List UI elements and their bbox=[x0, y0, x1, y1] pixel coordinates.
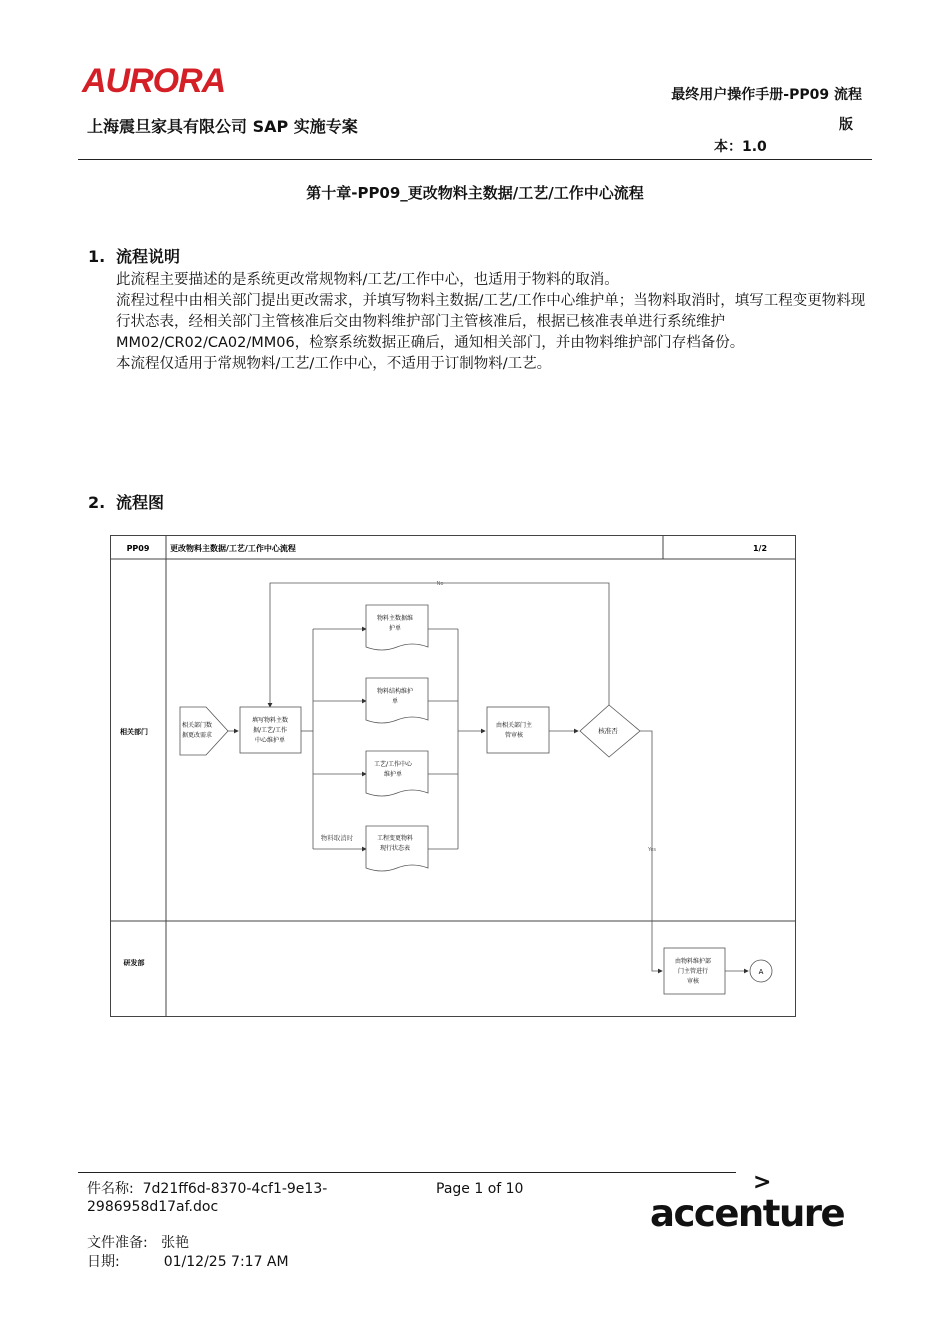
flowchart-code: PP09 bbox=[126, 544, 150, 553]
doc1-text: 物料主数据维 bbox=[376, 615, 414, 622]
label-yes: Yes bbox=[647, 847, 657, 853]
review1-text: 由相关部门主 bbox=[495, 722, 533, 729]
filename-line1: 7d21ff6d-8370-4cf1-9e13- bbox=[142, 1181, 328, 1197]
review2-text: 由物料维护部 bbox=[674, 958, 712, 965]
decision-text: 核准否 bbox=[598, 727, 618, 735]
paragraph: 此流程主要描述的是系统更改常规物料/工艺/工作中心，也适用于物料的取消。 bbox=[116, 272, 619, 288]
label-no: No bbox=[436, 581, 444, 587]
chapter-title: 第十章-PP09_更改物料主数据/工艺/工作中心流程 bbox=[306, 184, 644, 202]
doc3-text: 维护单 bbox=[383, 771, 403, 778]
footer-divider bbox=[78, 1172, 736, 1173]
footer-date bbox=[87, 1253, 289, 1271]
fill-form-text: 填写物料主数 bbox=[251, 717, 289, 724]
lane-label-related-dept: 相关部门 bbox=[120, 728, 148, 736]
review2-text: 审核 bbox=[686, 978, 700, 985]
header-divider bbox=[78, 159, 872, 160]
review-related-manager bbox=[487, 707, 549, 753]
section-2-number: 2. bbox=[88, 493, 106, 512]
fill-form-text: 据/工艺/工作 bbox=[252, 727, 288, 734]
doc2-text: 物料结构维护 bbox=[376, 688, 414, 695]
doc3-text: 工艺/工作中心 bbox=[373, 761, 413, 768]
manual-title: 最终用户操作手册-PP09 流程 bbox=[671, 87, 862, 103]
footer-filename bbox=[87, 1180, 327, 1216]
section-1-title: 流程说明 bbox=[116, 247, 181, 266]
start-text: 据更改需求 bbox=[182, 732, 213, 739]
flowchart-frame bbox=[111, 536, 796, 1017]
doc4-text: 工程变更物料 bbox=[376, 835, 414, 842]
flowchart-title: 更改物料主数据/工艺/工作中心流程 bbox=[170, 544, 296, 553]
label-material-cancel: 物料取消时 bbox=[320, 834, 354, 842]
version-word: 版 bbox=[839, 117, 853, 133]
flowchart-page: 1/2 bbox=[752, 544, 768, 553]
section-2-title: 流程图 bbox=[116, 493, 165, 512]
paragraph: 本流程仅适用于常规物料/工艺/工作中心，不适用于订制物料/工艺。 bbox=[116, 356, 552, 372]
filename-label: 件名称: bbox=[87, 1181, 134, 1197]
aurora-logo: AURORA bbox=[82, 62, 226, 100]
section-1-number: 1. bbox=[88, 247, 106, 266]
footer-page-number: Page 1 of 10 bbox=[436, 1181, 524, 1197]
arrow-no-loop bbox=[270, 583, 609, 707]
start-shape bbox=[180, 707, 228, 755]
doc4-text: 现行状态表 bbox=[379, 845, 411, 852]
paragraph: 流程过程中由相关部门提出更改需求，并填写物料主数据/工艺/工作中心维护单；当物料取消时，填写工程变更物料现行状态表，经相关部门主管核准后交由物料维护部门主管核准后，根据已核准表单进行系统维护MM02/CR02/CA02/MM06，检察系统数据正确后，通知相关部门，并由物料维护部门存档备份。 bbox=[116, 293, 866, 351]
filename-line2: 2986958d17af.doc bbox=[87, 1199, 219, 1215]
accenture-logo-mark: > bbox=[753, 1170, 772, 1195]
connector-a-text: A bbox=[758, 968, 764, 976]
section-1-body bbox=[116, 270, 876, 375]
doc2-text: 单 bbox=[391, 698, 399, 705]
start-text: 相关部门数 bbox=[182, 722, 213, 729]
section-1-heading bbox=[88, 244, 180, 267]
date-label: 日期: bbox=[87, 1254, 120, 1270]
flowchart bbox=[110, 535, 798, 1023]
footer-prepared bbox=[87, 1234, 189, 1252]
prepared-by: 张艳 bbox=[161, 1235, 190, 1251]
fill-form-text: 中心维护单 bbox=[254, 737, 286, 744]
date-value: 01/12/25 7:17 AM bbox=[163, 1254, 289, 1270]
prepared-label: 文件准备: bbox=[87, 1235, 148, 1251]
accenture-logo: accenture bbox=[650, 1192, 845, 1235]
version-number: 本：1.0 bbox=[714, 139, 767, 155]
company-name: 上海震旦家具有限公司 SAP 实施专案 bbox=[87, 117, 358, 136]
lane-label-rd-dept: 研发部 bbox=[123, 959, 145, 967]
review2-text: 门主管进行 bbox=[677, 968, 709, 975]
doc1-text: 护单 bbox=[388, 625, 402, 632]
section-2-heading bbox=[88, 490, 164, 513]
review1-text: 管审核 bbox=[504, 732, 524, 739]
